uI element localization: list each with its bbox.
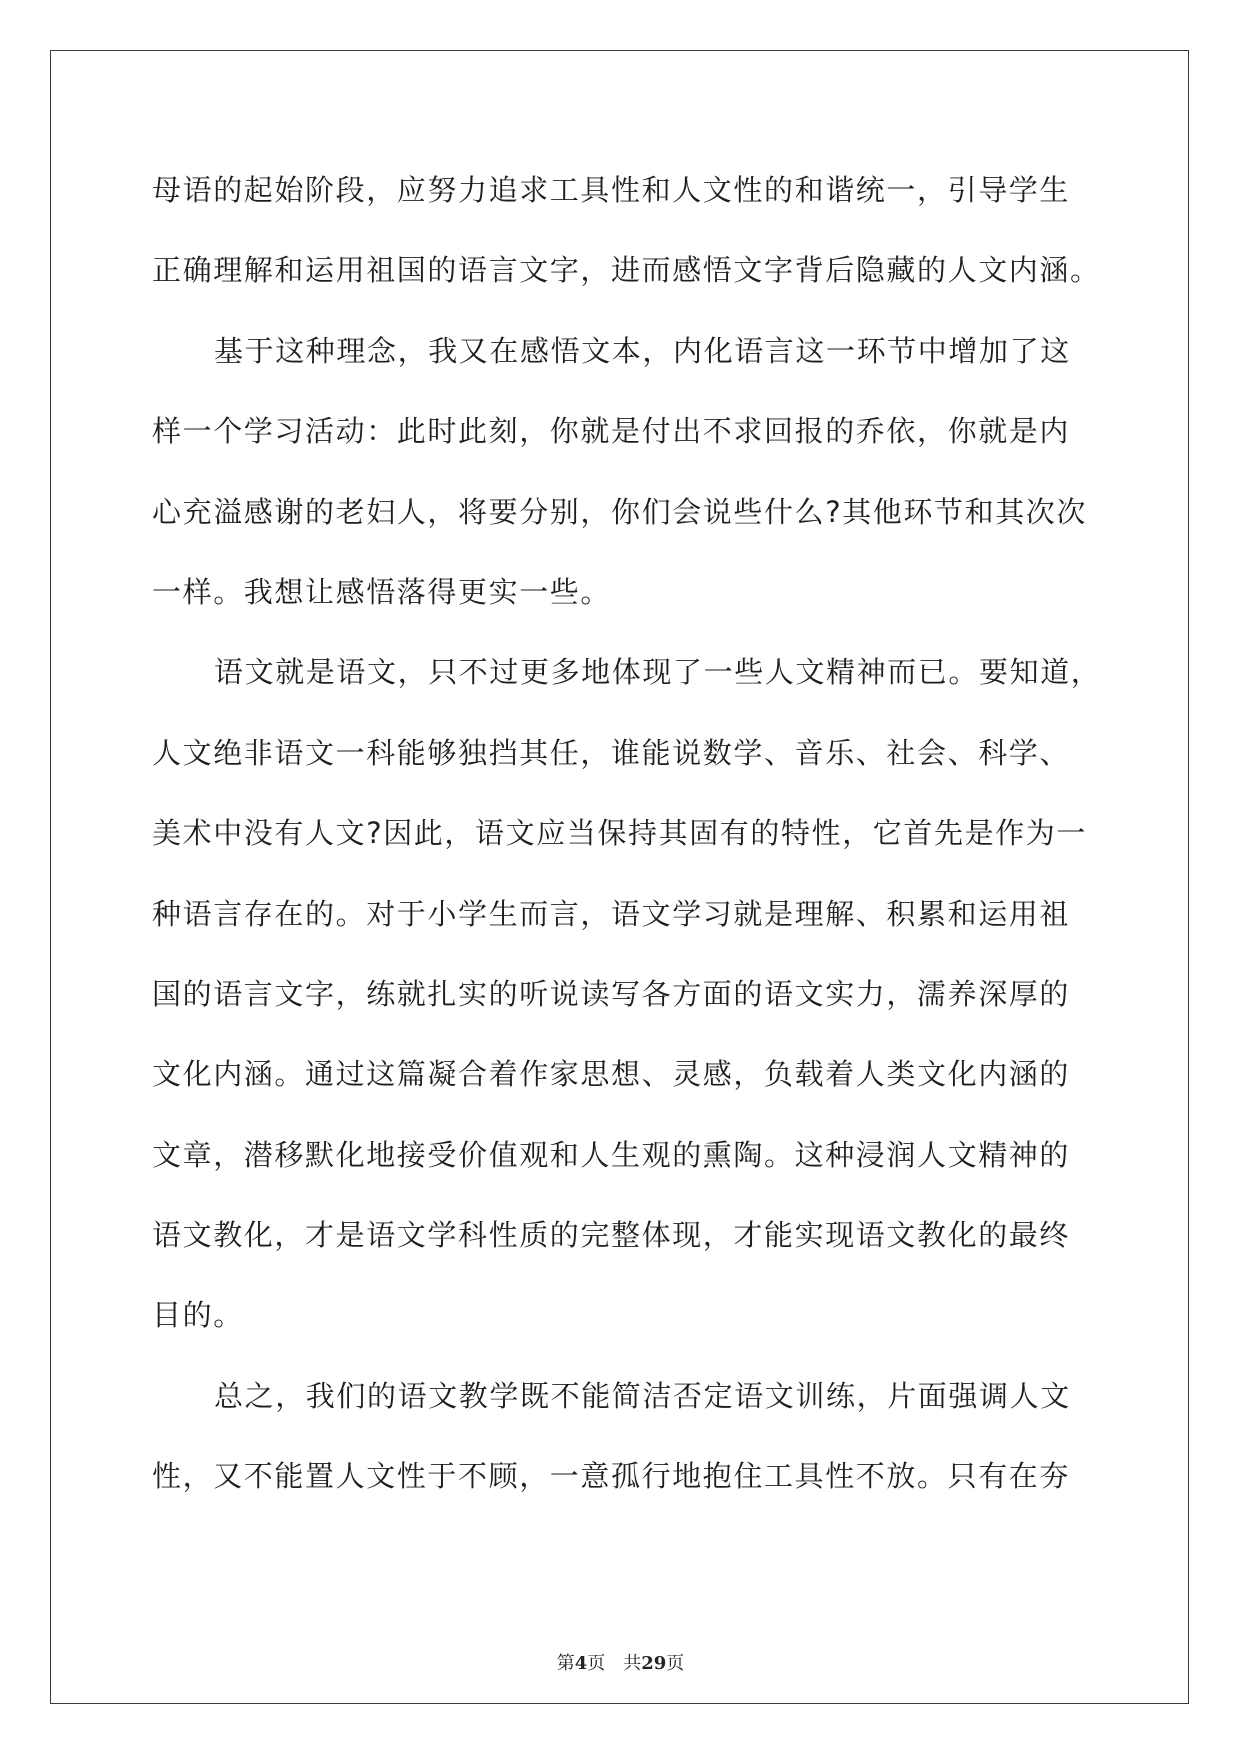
page-number: 4 (574, 1653, 588, 1674)
page-footer (0, 1652, 1241, 1676)
text-line: 样一个学习活动：此时此刻，你就是付出不求回报的乔依，你就是内 (152, 414, 1071, 449)
text-line: 总之，我们的语文教学既不能简洁否定语文训练，片面强调人文 (214, 1378, 1071, 1413)
text-line: 心充溢感谢的老妇人，将要分别，你们会说些什么?其他环节和其次次 (152, 494, 1087, 529)
text-line: 美术中没有人文?因此，语文应当保持其固有的特性，它首先是作为一 (152, 816, 1087, 851)
total-pages: 29 (641, 1653, 667, 1674)
document-body (152, 160, 1102, 1527)
text-line: 语文教化，才是语文学科性质的完整体现，才能实现语文教化的最终 (152, 1218, 1071, 1253)
text-line: 一样。我想让感悟落得更实一些。 (152, 574, 612, 609)
text-line: 性，又不能置人文性于不顾，一意孤行地抱住工具性不放。只有在夯 (152, 1459, 1071, 1494)
text-line: 语文就是语文，只不过更多地体现了一些人文精神而已。要知道， (214, 655, 1102, 690)
total-prefix: 共 (623, 1653, 642, 1674)
text-line: 人文绝非语文一科能够独挡其任，谁能说数学、音乐、社会、科学、 (152, 735, 1071, 770)
text-line: 文章，潜移默化地接受价值观和人生观的熏陶。这种浸润人文精神的 (152, 1137, 1071, 1172)
total-suffix: 页 (666, 1653, 685, 1674)
text-line: 基于这种理念，我又在感悟文本，内化语言这一环节中增加了这 (214, 333, 1071, 368)
text-line: 国的语言文字，练就扎实的听说读写各方面的语文实力，濡养深厚的 (152, 976, 1071, 1011)
text-line: 正确理解和运用祖国的语言文字，进而感悟文字背后隐藏的人文内涵。 (152, 253, 1101, 288)
page-prefix: 第 (556, 1653, 575, 1674)
text-line: 目的。 (152, 1298, 244, 1333)
page-suffix: 页 (587, 1653, 606, 1674)
text-line: 母语的起始阶段，应努力追求工具性和人文性的和谐统一，引导学生 (152, 173, 1071, 207)
text-line: 文化内涵。通过这篇凝合着作家思想、灵感，负载着人类文化内涵的 (152, 1057, 1071, 1092)
text-line: 种语言存在的。对于小学生而言，语文学习就是理解、积累和运用祖 (152, 896, 1071, 931)
